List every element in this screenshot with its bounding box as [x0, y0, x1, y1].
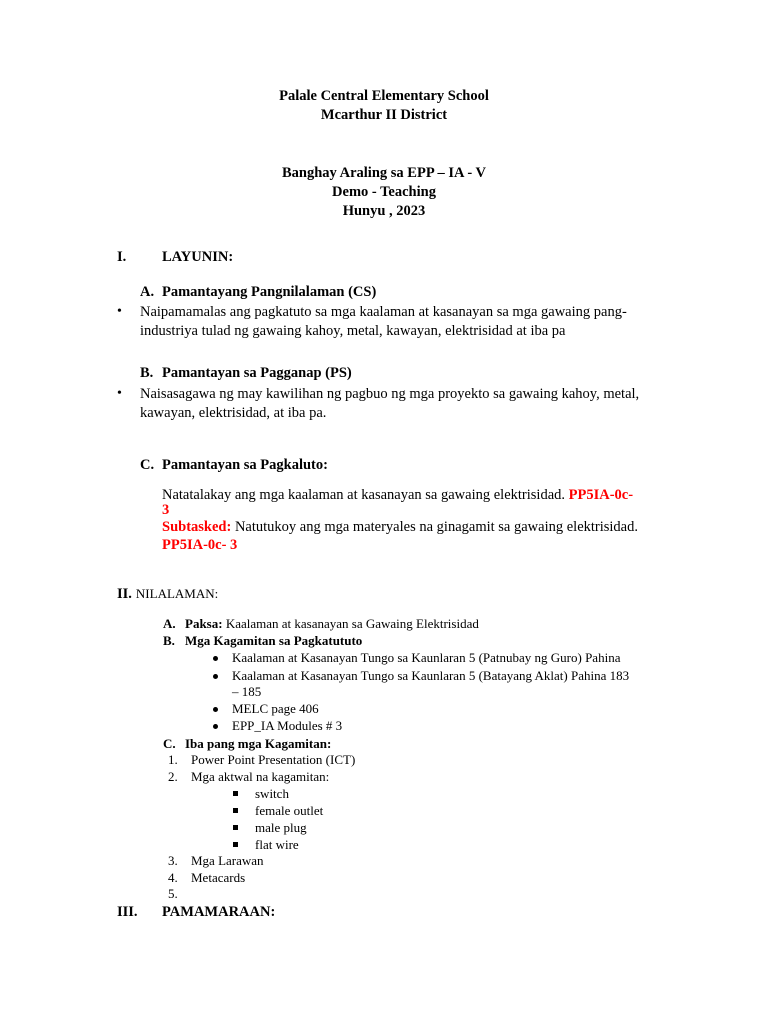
- section-2c-title: Iba pang mga Kagamitan:: [185, 736, 332, 751]
- section-2a-line: [185, 616, 479, 632]
- material-reference: Kaalaman at Kasanayan Tungo sa Kaunlaran 5 (Patnubay ng Guro) Pahina: [232, 650, 621, 665]
- list-item: Metacards: [191, 870, 246, 885]
- bullet-icon: •: [117, 304, 122, 319]
- subtasked-text: Natutukoy ang mga materyales na ginagamit sa gawaing elektrisidad.: [231, 519, 638, 535]
- square-bullet-icon: [233, 842, 238, 847]
- material-item: male plug: [255, 820, 307, 835]
- section-2c-letter: C.: [163, 736, 176, 751]
- section-2-title: NILALAMAN:: [135, 586, 219, 601]
- competency-code: PP5IA-0c-: [568, 487, 634, 503]
- list-number: 2.: [168, 769, 178, 784]
- section-2-heading: [117, 585, 218, 603]
- section-1c-letter: C.: [140, 457, 155, 473]
- material-item: switch: [255, 786, 289, 801]
- section-2b-letter: B.: [163, 633, 175, 648]
- section-2b-title: Mga Kagamitan sa Pagkatututo: [185, 633, 363, 648]
- list-number: 4.: [168, 870, 178, 885]
- competency-code-continued: 3: [162, 502, 170, 518]
- material-reference: EPP_IA Modules # 3: [232, 718, 343, 733]
- section-2-numeral: II.: [117, 586, 132, 602]
- section-2a-letter: A.: [163, 616, 176, 631]
- material-item: female outlet: [255, 803, 324, 818]
- section-3-numeral: III.: [117, 904, 138, 920]
- square-bullet-icon: [233, 791, 238, 796]
- material-reference: Kaalaman at Kasanayan Tungo sa Kaunlaran 5 (Batayang Aklat) Pahina 183: [232, 668, 630, 683]
- section-3-title: PAMAMARAAN:: [162, 904, 276, 920]
- section-1b-text-line2: kawayan, elektrisidad, at iba pa.: [140, 405, 327, 421]
- bullet-icon: •: [117, 386, 122, 401]
- subtasked-code: PP5IA-0c- 3: [162, 537, 238, 553]
- list-item: Mga Larawan: [191, 853, 264, 868]
- section-1c-title: Pamantayan sa Pagkaluto:: [162, 457, 328, 473]
- section-1c-line3: [162, 518, 638, 537]
- material-reference-continued: – 185: [232, 684, 262, 699]
- material-reference: MELC page 406: [232, 701, 319, 716]
- square-bullet-icon: [233, 808, 238, 813]
- school-name: Palale Central Elementary School: [279, 88, 489, 104]
- bullet-icon: [213, 724, 218, 729]
- section-1b-letter: B.: [140, 365, 154, 381]
- section-1a-text-line1: Naipamamalas ang pagkatuto sa mga kaalaman at kasanayan sa mga gawaing pang-: [140, 304, 627, 320]
- section-1c-line1: [162, 486, 633, 505]
- section-1b-text-line1: Naisasagawa ng may kawilihan ng pagbuo ng mga proyekto sa gawaing kahoy, metal,: [140, 386, 640, 402]
- plan-mode: Demo - Teaching: [332, 184, 436, 200]
- list-number: 5.: [168, 886, 178, 901]
- district-name: Mcarthur II District: [320, 107, 448, 123]
- plan-date: Hunyu , 2023: [342, 203, 426, 219]
- section-1a-letter: A.: [140, 284, 155, 300]
- section-1a-text-line2: industriya tulad ng gawaing kahoy, metal, kawayan, elektrisidad at iba pa: [140, 323, 566, 339]
- section-1b-title: Pamantayan sa Pagganap (PS): [162, 365, 352, 381]
- section-1c-text: Natatalakay ang mga kaalaman at kasanayan sa gawaing elektrisidad.: [162, 487, 569, 503]
- list-item: Power Point Presentation (ICT): [191, 752, 356, 767]
- list-number: 3.: [168, 853, 178, 868]
- section-1a-title: Pamantayang Pangnilalaman (CS): [162, 284, 377, 300]
- material-item: flat wire: [255, 837, 299, 852]
- section-1-title: LAYUNIN:: [162, 249, 234, 265]
- paksa-text: Kaalaman at kasanayan sa Gawaing Elektrisidad: [222, 616, 479, 631]
- square-bullet-icon: [233, 825, 238, 830]
- paksa-label: Paksa:: [185, 616, 223, 631]
- bullet-icon: [213, 707, 218, 712]
- plan-title: Banghay Araling sa EPP – IA - V: [282, 165, 486, 181]
- list-number: 1.: [168, 752, 178, 767]
- subtasked-label: Subtasked:: [162, 519, 232, 535]
- bullet-icon: [213, 656, 218, 661]
- bullet-icon: [213, 674, 218, 679]
- section-1-numeral: I.: [117, 249, 127, 265]
- list-item: Mga aktwal na kagamitan:: [191, 769, 330, 784]
